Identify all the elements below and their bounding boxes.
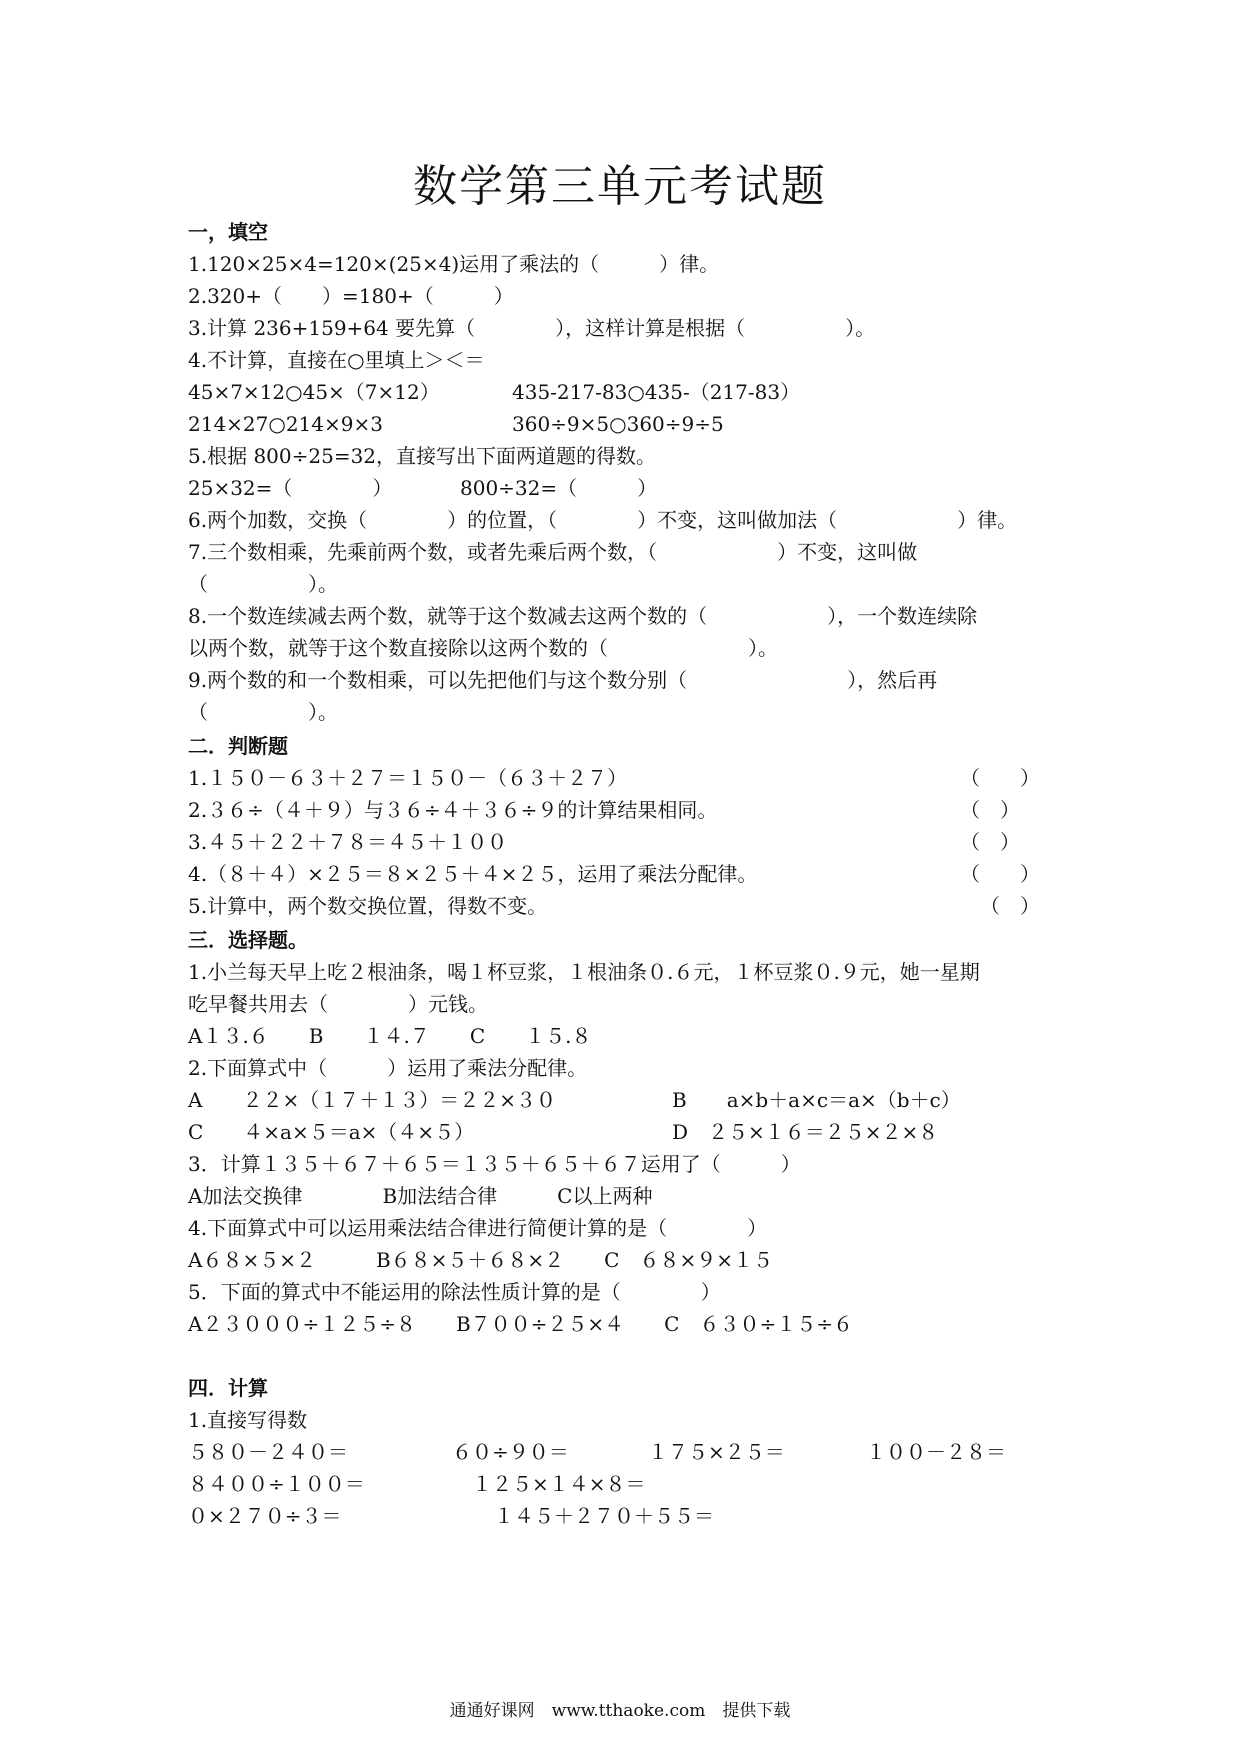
section-heading-judge: 二．判断题 (188, 734, 288, 758)
judge-mark-5: （ ） (980, 894, 1040, 918)
calc-subheading: 1.直接写得数 (188, 1408, 308, 1432)
choice-question-3: 3．计算１３５＋６７＋６５＝１３５＋６５＋６７运用了（ ） (188, 1152, 801, 1176)
fill-question-4a: 45×7×12○45×（7×12） (188, 380, 440, 404)
calc-item: ６０÷９０＝ (452, 1440, 569, 1464)
judge-item-5: 5.计算中，两个数交换位置，得数不变。 (188, 894, 548, 918)
footer-credit: 通通好课网 www.tthaoke.com 提供下载 (449, 1701, 791, 1721)
fill-question-2: 2.320+（ ）=180+（ ） (188, 284, 514, 308)
calc-item: １４５＋２７０＋５５＝ (494, 1504, 714, 1528)
fill-question-8-line1: 8.一个数连续减去两个数，就等于这个数减去这两个数的（ ），一个数连续除 (188, 604, 978, 628)
choice-question-4-options: A６８×５×２ B６８×５＋６８×２ C ６８×９×１５ (188, 1248, 773, 1272)
judge-item-2: 2.３６÷（４＋９）与３６÷４＋３６÷９的计算结果相同。 (188, 798, 718, 822)
calc-item: ０×２７０÷３＝ (188, 1504, 342, 1528)
section-heading-fill: 一，填空 (188, 220, 268, 244)
fill-question-1: 1.120×25×4=120×(25×4)运用了乘法的（ ）律。 (188, 252, 720, 276)
choice-question-4: 4.下面算式中可以运用乘法结合律进行简便计算的是（ ） (188, 1216, 768, 1240)
fill-question-9-line2: （ ）。 (188, 700, 338, 724)
fill-question-4c: 214×27○214×9×3 (188, 412, 383, 436)
judge-mark-3: （ ） (960, 830, 1020, 854)
calc-item: １７５×２５＝ (648, 1440, 785, 1464)
choice-question-3-options: A加法交换律 B加法结合律 C以上两种 (188, 1184, 653, 1208)
page-title: 数学第三单元考试题 (413, 161, 827, 212)
choice-question-5-options: A２３０００÷１２５÷８ B７００÷２５×４ C ６３０÷１５÷６ (188, 1312, 853, 1336)
choice-question-1-line2: 吃早餐共用去（ ）元钱。 (188, 992, 488, 1016)
judge-item-1: 1.１５０－６３＋２７＝１５０－（６３＋２７） (188, 766, 628, 790)
fill-question-4b: 435-217-83○435-（217-83） (512, 380, 801, 404)
fill-question-5: 5.根据 800÷25=32，直接写出下面两道题的得数。 (188, 444, 657, 468)
fill-question-7-line1: 7.三个数相乘，先乘前两个数，或者先乘后两个数，（ ）不变，这叫做 (188, 540, 918, 564)
fill-question-5a: 25×32=（ ） (188, 476, 393, 500)
choice-question-1-line1: 1.小兰每天早上吃２根油条，喝１杯豆浆，１根油条０.６元，１杯豆浆０.９元，她一星期 (188, 960, 980, 984)
section-heading-choice: 三．选择题。 (188, 928, 308, 952)
choice-question-2-option-c: C ４×a×５＝a×（４×５） (188, 1120, 475, 1144)
choice-question-2-option-b: B a×b＋a×c＝a×（b＋c） (672, 1088, 961, 1112)
calc-item: １００－２８＝ (866, 1440, 1006, 1464)
judge-item-3: 3.４５＋２２＋７８＝４５＋１００ (188, 830, 508, 854)
judge-mark-4: （ ） (960, 862, 1040, 886)
choice-question-1-options: A１３.６ B １４.７ C １５.８ (188, 1024, 592, 1048)
calc-item: ５８０－２４０＝ (188, 1440, 348, 1464)
fill-question-9-line1: 9.两个数的和一个数相乘，可以先把他们与这个数分别（ ），然后再 (188, 668, 938, 692)
fill-question-5b: 800÷32=（ ） (460, 476, 658, 500)
section-heading-calc: 四．计算 (188, 1376, 268, 1400)
choice-question-5: 5．下面的算式中不能运用的除法性质计算的是（ ） (188, 1280, 721, 1304)
calc-item: ８４００÷１００＝ (188, 1472, 365, 1496)
fill-question-8-line2: 以两个数，就等于这个数直接除以这两个数的（ ）。 (188, 636, 778, 660)
fill-question-6: 6.两个加数，交换（ ）的位置，（ ）不变，这叫做加法（ ）律。 (188, 508, 1018, 532)
fill-question-4: 4.不计算，直接在○里填上＞＜＝ (188, 348, 485, 372)
fill-question-7-line2: （ ）。 (188, 572, 338, 596)
calc-item: １２５×１４×８＝ (472, 1472, 646, 1496)
judge-mark-2: （ ） (960, 798, 1020, 822)
choice-question-2-option-a: A ２２×（１７＋１３）＝２２×３０ (188, 1088, 556, 1112)
judge-item-4: 4.（８＋４）×２５＝８×２５＋４×２５，运用了乘法分配律。 (188, 862, 758, 886)
judge-mark-1: （ ） (960, 766, 1040, 790)
choice-question-2-option-d: D ２５×１６＝２５×２×８ (672, 1120, 939, 1144)
fill-question-3: 3.计算 236+159+64 要先算（ ），这样计算是根据（ ）。 (188, 316, 876, 340)
choice-question-2: 2.下面算式中（ ）运用了乘法分配律。 (188, 1056, 588, 1080)
fill-question-4d: 360÷9×5○360÷9÷5 (512, 412, 724, 436)
